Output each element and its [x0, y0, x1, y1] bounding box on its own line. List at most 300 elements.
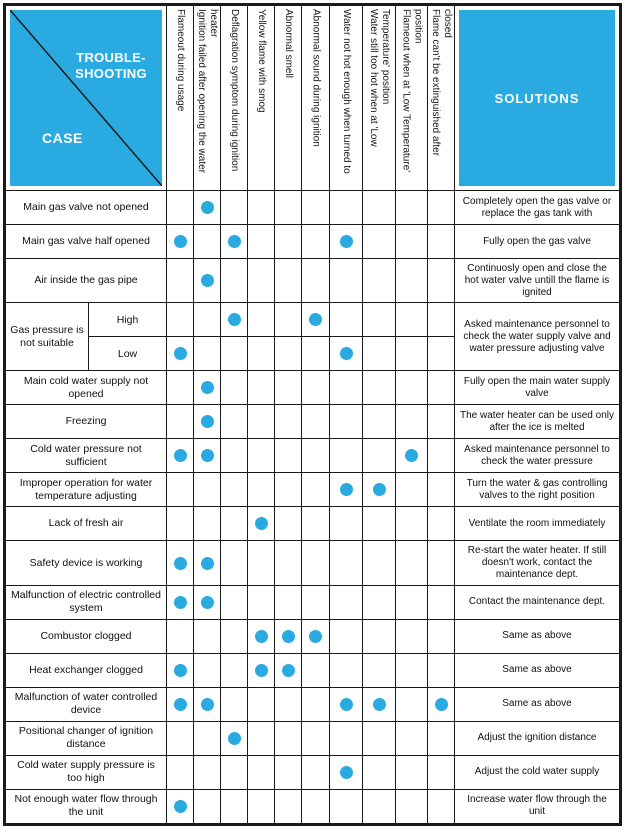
table-row: [5, 371, 621, 405]
symptom-cell: [167, 303, 194, 337]
symptom-cell: [221, 721, 248, 755]
symptom-cell: [167, 755, 194, 789]
symptom-column-header: [194, 5, 221, 191]
symptom-dot: [174, 800, 187, 813]
symptom-cell: [167, 541, 194, 585]
symptom-column-header: [396, 5, 428, 191]
symptom-cell: [330, 405, 363, 439]
symptom-column-header: [221, 5, 248, 191]
symptom-cell: [275, 259, 302, 303]
symptom-cell: [302, 653, 330, 687]
symptom-cell: [428, 303, 455, 337]
symptom-cell: [275, 439, 302, 473]
symptom-cell: [167, 259, 194, 303]
symptom-cell: [167, 405, 194, 439]
symptom-cell: [363, 473, 396, 507]
symptom-cell: [396, 585, 428, 619]
symptom-cell: [221, 439, 248, 473]
symptom-cell: [221, 653, 248, 687]
symptom-cell: [194, 259, 221, 303]
case-subcell: High: [89, 303, 167, 337]
symptom-cell: [248, 619, 275, 653]
symptom-cell: [248, 191, 275, 225]
symptom-cell: [396, 687, 428, 721]
table-row: [5, 303, 621, 337]
solution-cell: Fully open the main water supply valve: [455, 371, 621, 405]
symptom-cell: [275, 191, 302, 225]
symptom-cell: [248, 653, 275, 687]
symptom-cell: [396, 191, 428, 225]
symptom-cell: [428, 687, 455, 721]
symptom-dot: [340, 235, 353, 248]
symptom-cell: [194, 405, 221, 439]
symptom-dot: [174, 235, 187, 248]
symptom-cell: [302, 541, 330, 585]
symptom-cell: [275, 337, 302, 371]
case-cell: Cold water supply pressure is too high: [5, 755, 167, 789]
symptom-cell: [302, 191, 330, 225]
symptom-column-label: Yellow flame with smog: [256, 9, 267, 113]
symptom-cell: [194, 371, 221, 405]
table-row: [5, 721, 621, 755]
symptom-dot: [255, 517, 268, 530]
symptom-cell: [396, 653, 428, 687]
symptom-cell: [302, 585, 330, 619]
table-row: [5, 439, 621, 473]
symptom-column-label: Water still too hot when at 'Low Temperature' position: [368, 9, 391, 147]
symptom-cell: [275, 473, 302, 507]
symptom-cell: [330, 619, 363, 653]
symptom-dot: [174, 557, 187, 570]
solution-cell: Adjust the cold water supply: [455, 755, 621, 789]
symptom-cell: [302, 371, 330, 405]
symptom-cell: [428, 585, 455, 619]
symptom-cell: [167, 439, 194, 473]
symptom-column-header: [428, 5, 455, 191]
symptom-column-header: [248, 5, 275, 191]
solution-cell: Asked maintenance personnel to check the water supply valve and water pressure adjusting valve: [455, 303, 621, 371]
symptom-cell: [248, 473, 275, 507]
symptom-cell: [330, 191, 363, 225]
case-cell: Lack of fresh air: [5, 507, 167, 541]
symptom-cell: [248, 721, 275, 755]
table-row: [5, 687, 621, 721]
symptom-cell: [363, 687, 396, 721]
case-cell: Main cold water supply not opened: [5, 371, 167, 405]
symptom-cell: [221, 303, 248, 337]
symptom-cell: [194, 687, 221, 721]
symptom-column-label: Flameout during usage: [175, 9, 186, 112]
symptom-dot: [174, 347, 187, 360]
symptom-dot: [201, 596, 214, 609]
symptom-dot: [201, 449, 214, 462]
symptom-cell: [194, 337, 221, 371]
case-cell: Freezing: [5, 405, 167, 439]
symptom-cell: [194, 789, 221, 824]
symptom-cell: [396, 541, 428, 585]
header-row: [5, 5, 621, 191]
table-row: [5, 473, 621, 507]
symptom-cell: [248, 225, 275, 259]
symptom-cell: [275, 755, 302, 789]
troubleshooting-page: [0, 3, 625, 832]
symptom-cell: [248, 687, 275, 721]
symptom-dot: [174, 698, 187, 711]
symptom-cell: [248, 405, 275, 439]
symptom-cell: [396, 507, 428, 541]
case-cell: Malfunction of electric controlled system: [5, 585, 167, 619]
symptom-cell: [302, 507, 330, 541]
symptom-cell: [330, 225, 363, 259]
symptom-column-label: Ignition failed after opening the water heater: [196, 9, 219, 173]
symptom-cell: [428, 191, 455, 225]
table-row: [5, 191, 621, 225]
symptom-cell: [302, 259, 330, 303]
case-cell: Main gas valve not opened: [5, 191, 167, 225]
symptom-cell: [167, 191, 194, 225]
symptom-cell: [363, 653, 396, 687]
symptom-cell: [302, 619, 330, 653]
symptom-dot: [282, 630, 295, 643]
symptom-dot: [201, 415, 214, 428]
symptom-column-label: Flame can't be extinguished after closed: [430, 9, 453, 156]
symptom-cell: [330, 507, 363, 541]
symptom-dot: [435, 698, 448, 711]
symptom-cell: [363, 789, 396, 824]
symptom-cell: [428, 473, 455, 507]
symptom-cell: [428, 259, 455, 303]
symptom-cell: [363, 225, 396, 259]
solution-cell: Fully open the gas valve: [455, 225, 621, 259]
symptom-cell: [275, 687, 302, 721]
symptom-cell: [221, 541, 248, 585]
case-label: CASE: [42, 130, 83, 146]
symptom-cell: [194, 439, 221, 473]
case-cell: Air inside the gas pipe: [5, 259, 167, 303]
solution-cell: Increase water flow through the unit: [455, 789, 621, 824]
symptom-cell: [221, 755, 248, 789]
symptom-cell: [194, 755, 221, 789]
solution-cell: Same as above: [455, 653, 621, 687]
symptom-cell: [330, 303, 363, 337]
symptom-cell: [330, 259, 363, 303]
table-row: [5, 755, 621, 789]
case-subcell: Low: [89, 337, 167, 371]
symptom-cell: [248, 337, 275, 371]
symptom-cell: [396, 337, 428, 371]
symptom-cell: [221, 789, 248, 824]
solution-cell: Adjust the ignition distance: [455, 721, 621, 755]
case-cell: Positional changer of ignition distance: [5, 721, 167, 755]
symptom-cell: [194, 653, 221, 687]
symptom-cell: [396, 405, 428, 439]
symptom-cell: [396, 789, 428, 824]
symptom-cell: [363, 619, 396, 653]
table-row: [5, 259, 621, 303]
symptom-cell: [396, 619, 428, 653]
symptom-column-header: [302, 5, 330, 191]
symptom-dot: [340, 698, 353, 711]
symptom-cell: [428, 507, 455, 541]
symptom-cell: [248, 541, 275, 585]
symptom-column-label: Abnormal sound during ignition: [310, 9, 322, 147]
symptom-cell: [194, 191, 221, 225]
table-row: [5, 789, 621, 824]
symptom-cell: [221, 371, 248, 405]
symptom-cell: [221, 585, 248, 619]
table-row: [5, 225, 621, 259]
symptom-cell: [167, 225, 194, 259]
table-row: [5, 585, 621, 619]
symptom-cell: [428, 337, 455, 371]
diagonal-line: [10, 10, 162, 186]
symptom-dot: [282, 664, 295, 677]
table-row: [5, 619, 621, 653]
symptom-cell: [396, 721, 428, 755]
case-cell: Heat exchanger clogged: [5, 653, 167, 687]
symptom-cell: [275, 789, 302, 824]
table-body: [5, 191, 621, 825]
symptom-cell: [302, 303, 330, 337]
symptom-cell: [428, 721, 455, 755]
symptom-dot: [228, 732, 241, 745]
case-cell: Combustor clogged: [5, 619, 167, 653]
symptom-cell: [302, 789, 330, 824]
symptom-cell: [363, 191, 396, 225]
symptom-dot: [201, 274, 214, 287]
symptom-dot: [309, 313, 322, 326]
symptom-cell: [363, 371, 396, 405]
symptom-cell: [275, 585, 302, 619]
symptom-dot: [255, 664, 268, 677]
symptom-column-header: [363, 5, 396, 191]
case-cell: Not enough water flow through the unit: [5, 789, 167, 824]
case-cell: Main gas valve half opened: [5, 225, 167, 259]
symptom-cell: [363, 507, 396, 541]
symptom-cell: [275, 721, 302, 755]
symptom-cell: [167, 337, 194, 371]
symptom-column-label: Abnormal smell: [283, 9, 294, 78]
symptom-cell: [275, 225, 302, 259]
symptom-cell: [275, 653, 302, 687]
symptom-cell: [248, 303, 275, 337]
symptom-cell: [248, 507, 275, 541]
symptom-cell: [330, 653, 363, 687]
case-cell: Safety device is working: [5, 541, 167, 585]
solution-cell: Same as above: [455, 687, 621, 721]
table-row: [5, 541, 621, 585]
symptom-cell: [428, 653, 455, 687]
symptom-cell: [194, 473, 221, 507]
symptom-cell: [221, 191, 248, 225]
table-row: [5, 653, 621, 687]
symptom-cell: [248, 259, 275, 303]
troubleshooting-label: TROUBLE-SHOOTING: [75, 50, 147, 81]
symptom-cell: [330, 371, 363, 405]
symptom-cell: [248, 439, 275, 473]
table-row: [5, 405, 621, 439]
symptom-dot: [174, 449, 187, 462]
symptom-cell: [275, 619, 302, 653]
solution-cell: Re-start the water heater. If still doesn't work, contact the maintenance dept.: [455, 541, 621, 585]
symptom-dot: [309, 630, 322, 643]
symptom-cell: [221, 507, 248, 541]
symptom-cell: [302, 721, 330, 755]
symptom-cell: [194, 303, 221, 337]
symptom-dot: [201, 698, 214, 711]
symptom-cell: [330, 721, 363, 755]
symptom-cell: [221, 473, 248, 507]
symptom-column-label: Deflagration symptom during ignition: [229, 9, 240, 172]
symptom-cell: [221, 405, 248, 439]
symptom-cell: [302, 439, 330, 473]
symptom-cell: [302, 687, 330, 721]
symptom-cell: [167, 507, 194, 541]
symptom-cell: [167, 789, 194, 824]
symptom-dot: [174, 596, 187, 609]
solution-cell: Turn the water & gas controlling valves to the right position: [455, 473, 621, 507]
symptom-dot: [340, 347, 353, 360]
symptom-cell: [194, 585, 221, 619]
symptom-cell: [396, 439, 428, 473]
symptom-dot: [255, 630, 268, 643]
symptom-cell: [221, 225, 248, 259]
symptom-dot: [201, 201, 214, 214]
symptom-cell: [275, 541, 302, 585]
symptom-cell: [396, 755, 428, 789]
symptom-cell: [428, 225, 455, 259]
solution-cell: The water heater can be used only after the ice is melted: [455, 405, 621, 439]
symptom-cell: [363, 721, 396, 755]
symptom-cell: [428, 439, 455, 473]
symptom-dot: [201, 557, 214, 570]
solution-cell: Ventilate the room immediately: [455, 507, 621, 541]
solution-cell: Asked maintenance personnel to check the water pressure: [455, 439, 621, 473]
solution-cell: Same as above: [455, 619, 621, 653]
symptom-cell: [363, 439, 396, 473]
symptom-cell: [428, 541, 455, 585]
symptom-cell: [248, 371, 275, 405]
symptom-cell: [302, 405, 330, 439]
symptom-cell: [194, 619, 221, 653]
corner-header: [5, 5, 167, 191]
case-cell: Gas pressure is not suitable: [5, 303, 89, 371]
symptom-dot: [228, 313, 241, 326]
symptom-cell: [330, 337, 363, 371]
symptom-cell: [248, 585, 275, 619]
symptom-cell: [221, 687, 248, 721]
symptom-cell: [396, 259, 428, 303]
symptom-cell: [167, 585, 194, 619]
corner-box: [10, 10, 162, 186]
symptom-column-label: Flameout when at 'Low Temperature' position: [400, 9, 424, 173]
symptom-cell: [221, 337, 248, 371]
symptom-dot: [373, 698, 386, 711]
symptom-dot: [174, 664, 187, 677]
solution-cell: Contact the maintenance dept.: [455, 585, 621, 619]
symptom-cell: [428, 755, 455, 789]
symptom-cell: [302, 225, 330, 259]
symptom-dot: [373, 483, 386, 496]
symptom-cell: [167, 619, 194, 653]
symptom-dot: [201, 381, 214, 394]
symptom-cell: [363, 405, 396, 439]
case-cell: Improper operation for water temperature adjusting: [5, 473, 167, 507]
solution-cell: Completely open the gas valve or replace the gas tank with: [455, 191, 621, 225]
symptom-cell: [194, 225, 221, 259]
symptom-cell: [330, 687, 363, 721]
symptom-cell: [275, 507, 302, 541]
troubleshooting-table: [3, 3, 622, 826]
symptom-cell: [194, 507, 221, 541]
symptom-cell: [363, 259, 396, 303]
symptom-cell: [302, 755, 330, 789]
symptom-dot: [405, 449, 418, 462]
symptom-cell: [428, 619, 455, 653]
symptom-cell: [275, 303, 302, 337]
symptom-cell: [396, 473, 428, 507]
symptom-cell: [194, 541, 221, 585]
symptom-cell: [167, 687, 194, 721]
symptom-cell: [167, 371, 194, 405]
symptom-cell: [167, 473, 194, 507]
symptom-cell: [396, 225, 428, 259]
symptom-cell: [363, 585, 396, 619]
symptom-cell: [396, 371, 428, 405]
symptom-cell: [428, 371, 455, 405]
table-row: [5, 507, 621, 541]
symptom-column-header: [275, 5, 302, 191]
symptom-cell: [330, 439, 363, 473]
symptom-cell: [363, 303, 396, 337]
symptom-cell: [275, 371, 302, 405]
symptom-cell: [221, 619, 248, 653]
symptom-cell: [330, 585, 363, 619]
solutions-box: [459, 10, 615, 186]
symptom-cell: [248, 755, 275, 789]
symptom-dot: [340, 483, 353, 496]
case-cell: Malfunction of water controlled device: [5, 687, 167, 721]
solution-cell: Continuosly open and close the hot water valve untill the flame is ignited: [455, 259, 621, 303]
symptom-cell: [330, 789, 363, 824]
symptom-cell: [330, 755, 363, 789]
symptom-cell: [302, 473, 330, 507]
symptom-column-header: [167, 5, 194, 191]
symptom-cell: [363, 337, 396, 371]
symptom-cell: [221, 259, 248, 303]
symptom-column-header: [330, 5, 363, 191]
symptom-cell: [194, 721, 221, 755]
symptom-cell: [363, 755, 396, 789]
symptom-cell: [167, 653, 194, 687]
symptom-cell: [330, 541, 363, 585]
symptom-cell: [248, 789, 275, 824]
symptom-cell: [363, 541, 396, 585]
symptom-column-label: Water not hot enough when turned to: [341, 9, 352, 174]
symptom-cell: [330, 473, 363, 507]
symptom-cell: [396, 303, 428, 337]
symptom-cell: [302, 337, 330, 371]
symptom-dot: [228, 235, 241, 248]
symptom-cell: [428, 405, 455, 439]
symptom-cell: [167, 721, 194, 755]
symptom-cell: [275, 405, 302, 439]
case-cell: Cold water pressure not sufficient: [5, 439, 167, 473]
solutions-label: SOLUTIONS: [494, 90, 580, 106]
symptom-dot: [340, 766, 353, 779]
symptom-cell: [428, 789, 455, 824]
solutions-header: [455, 5, 621, 191]
